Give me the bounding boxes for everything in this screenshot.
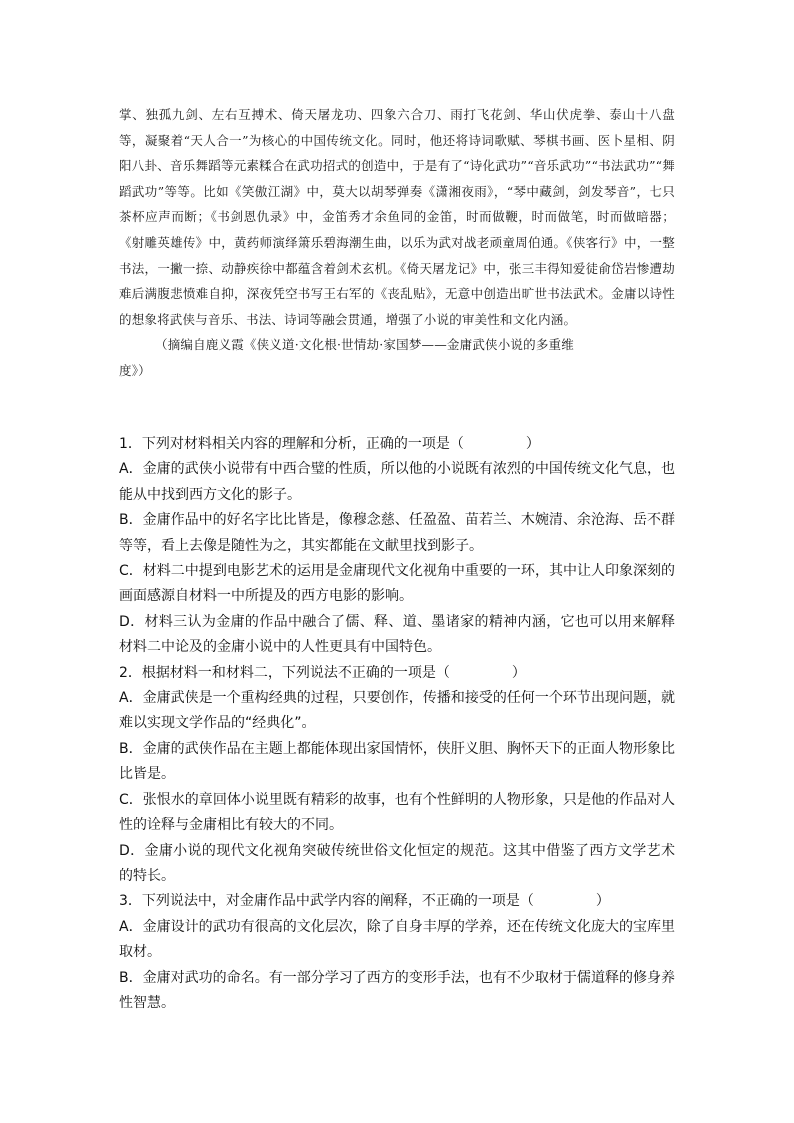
source-citation: （摘编自鹿义霞《侠义道·文化根·世情劫·家国梦——金庸武侠小说的多重维 xyxy=(155,337,574,353)
option-c: C．材料二中提到电影艺术的运用是金庸现代文化视角中重要的一环，其中让人印象深刻的画面感源自材料一中所提及的西方电影的影响。 xyxy=(119,563,675,605)
option-b: B．金庸的武侠作品在主题上都能体现出家国情怀，侠肝义胆、胸怀天下的正面人物形象比比皆是。 xyxy=(119,740,675,783)
question-1 xyxy=(119,432,675,661)
option-d: D．金庸小说的现代文化视角突破传统世俗文化恒定的规范。这其中借鉴了西方文学艺术的特长。 xyxy=(119,842,675,884)
option-d: D．材料三认为金庸的作品中融合了儒、释、道、墨诸家的精神内涵，它也可以用来解释材料二中论及的金庸小说中的人性更具有中国特色。 xyxy=(119,613,675,656)
option-c: C．张恨水的章回体小说里既有精彩的故事，也有个性鲜明的人物形象，只是他的作品对人性的诠释与金庸相比有较大的不同。 xyxy=(119,791,675,834)
source-citation-end: 度》） xyxy=(119,362,151,378)
passage-block xyxy=(119,102,675,384)
question-stem: 2．根据材料一和材料二，下列说法不正确的一项是（ ） xyxy=(119,664,526,681)
question-stem: 1．下列对材料相关内容的理解和分析，正确的一项是（ ） xyxy=(119,436,540,452)
option-a: A．金庸设计的武功有很高的文化层次，除了自身丰厚的学养，还在传统文化庞大的宝库里取材。 xyxy=(119,918,675,961)
question-3 xyxy=(119,889,675,1016)
option-a: A．金庸武侠是一个重构经典的过程，只要创作，传播和接受的任何一个环节出现问题，就难以实现文学作品的“经典化”。 xyxy=(119,690,675,732)
option-b: B．金庸对武功的命名。有一部分学习了西方的变形手法，也有不少取材于儒道释的修身养性智慧。 xyxy=(119,969,675,1011)
question-list xyxy=(119,432,675,1016)
option-b: B．金庸作品中的好名字比比皆是，像穆念慈、任盈盈、苗若兰、木婉清、余沧海、岳不群等等，看上去像是随性为之，其实都能在文献里找到影子。 xyxy=(119,512,675,554)
question-stem: 3．下列说法中，对金庸作品中武学内容的阐释，不正确的一项是（ ） xyxy=(119,893,610,910)
question-2 xyxy=(119,661,675,890)
passage-paragraph: 掌、独孤九剑、左右互搏术、倚天屠龙功、四象六合刀、雨打飞花剑、华山伏虎拳、泰山十八盘等，凝聚着“天人合一”为核心的中国传统文化。同时，他还将诗词歌赋、琴棋书画、医卜星相、阴阳八卦、音乐舞蹈等元素糅合在武功招式的创造中，于是有了“诗化武功”“音乐武功”“书法武功”“舞蹈武功”等等。比如《笑傲江湖》中，莫大以胡琴弹奏《潇湘夜雨》，“琴中藏剑，剑发琴音”，七只茶杯应声而断；《书剑恩仇录》中，金笛秀才余鱼同的金笛，时而做鞭，时而做笔，时而做暗器；《射雕英雄传》中，黄药师演绎箫乐碧海潮生曲，以乐为武对战老顽童周伯通。《侠客行》中，一整书法，一撇一捺、动静疾徐中都蕴含着剑术玄机。《倚天屠龙记》中，张三丰得知爱徒俞岱岩惨遭劫难后满腹悲愤难自抑，深夜凭空书写王右军的《丧乱贴》，无意中创造出旷世书法武术。金庸以诗性的想象将武侠与音乐、书法、诗词等融会贯通，增强了小说的审美性和文化内涵。 xyxy=(119,107,675,327)
option-a: A．金庸的武侠小说带有中西合璧的性质，所以他的小说既有浓烈的中国传统文化气息，也能从中找到西方文化的影子。 xyxy=(119,461,675,503)
